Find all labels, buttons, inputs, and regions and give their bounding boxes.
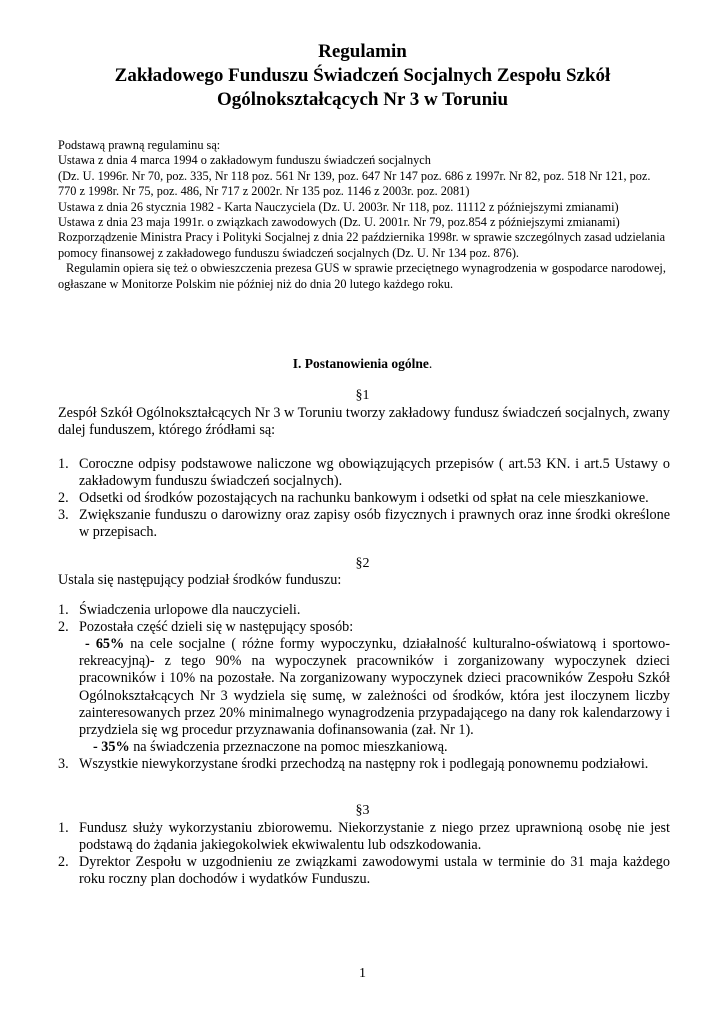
legal-basis-intro: Podstawą prawną regulaminu są: <box>58 138 221 152</box>
paragraph-1-text: Zespół Szkół Ogólnokształcących Nr 3 w Toruniu tworzy zakładowy fundusz świadczeń socjalnych, zwany dalej funduszem, którego źródłami są: <box>58 405 670 439</box>
document-title-line-1: Regulamin <box>318 41 407 62</box>
page-number: 1 <box>359 966 366 981</box>
list-item <box>58 507 670 541</box>
legal-act-1-title: Ustawa z dnia 4 marca 1994 o zakładowym funduszu świadczeń socjalnych <box>58 153 431 168</box>
sublist-item-65 <box>79 636 670 739</box>
list-item-text: Zwiększanie funduszu o darowizny oraz zapisy osób fizycznych i prawnych oraz inne środki określone w przepisach. <box>79 507 670 541</box>
list-item-text: Pozostała część dzieli się w następujący sposób: <box>79 619 354 635</box>
list-item-number: 1. <box>58 820 69 836</box>
section-heading-text: I. Postanowienia ogólne <box>292 356 429 371</box>
legal-basis-note: Regulamin opiera się też o obwieszczenia prezesa GUS w sprawie przeciętnego wynagrodzenia w gospodarce narodowej, ogłaszane w Monitorze Polskim nie później niż do dnia 20 lutego każdego roku. <box>58 261 666 291</box>
legal-act-2: Ustawa z dnia 26 stycznia 1982 - Karta Nauczyciela (Dz. U. 2003r. Nr 118, poz. 11112 z późniejszymi zmianami) <box>58 199 619 214</box>
list-item <box>58 619 670 636</box>
list-item-text: Dyrektor Zespołu w uzgodnieniu ze związkami zawodowymi ustala w terminie do 31 maja każdego roku roczny plan dochodów i wydatków Funduszu. <box>79 854 670 888</box>
list-item-number: 2. <box>58 619 69 635</box>
paragraph-1-sign: §1 <box>355 388 370 403</box>
list-item <box>58 456 670 490</box>
legal-act-1-reference: (Dz. U. 1996r. Nr 70, poz. 335, Nr 118 poz. 561 Nr 139, poz. 647 Nr 147 poz. 686 z 1997r. Nr 82, poz. 518 Nr 121, poz. 770 z 1998r. Nr 75, poz. 486, Nr 717 z 2002r. Nr 135 poz. 1146 z 2003r. poz. 2081) <box>58 168 651 199</box>
legal-act-3: Ustawa z dnia 23 maja 1991r. o związkach zawodowych (Dz. U. 2001r. Nr 79, poz.854 z późniejszymi zmianami) <box>58 215 620 230</box>
list-item <box>58 602 670 619</box>
list-item-number: 1. <box>58 456 69 472</box>
list-item <box>58 756 670 773</box>
list-item-text: Coroczne odpisy podstawowe naliczone wg obowiązujących przepisów ( art.53 KN. i art.5 Ustawy o zakładowym funduszu świadczeń socjalnych). <box>79 456 670 490</box>
list-item-text: Świadczenia urlopowe dla nauczycieli. <box>79 602 301 618</box>
section-heading-period: . <box>428 356 433 371</box>
list-item-number: 1. <box>58 602 69 618</box>
sublist-item-65-text: na cele socjalne ( różne formy wypoczynku, działalność kulturalno-oświatową i sportowo-rekreacyjną)- z tego 90% na wypoczynek pracowników i zorganizowany wypoczynek dzieci pracowników i 10% na pozostałe. Na zorganizowany wypoczynek dzieci pracowników Zespołu Szkół Ogólnokształcących Nr 3 wydziela się sumę, w zależności od środków, która jest iloczynem liczby zainteresowanych przez 20% minimalnego wynagrodzenia przypadającego na dany rok kalendarzowy i przydziela się wg procedur przyznawania dofinansowania (zał. Nr 1). <box>79 636 670 739</box>
list-item-text: Fundusz służy wykorzystaniu zbiorowemu. Niekorzystanie z niego przez uprawnioną osobę nie jest podstawą do żądania jakiegokolwiek ekwiwalentu lub odszkodowania. <box>79 820 670 854</box>
list-item-number: 2. <box>58 854 69 870</box>
sublist-item-35-percent: - 35% <box>93 739 130 755</box>
list-item <box>58 854 670 888</box>
legal-basis <box>58 138 670 292</box>
document-title-line-2: Zakładowego Funduszu Świadczeń Socjalnych Zespołu Szkół <box>114 65 611 86</box>
list-item-text: Odsetki od środków pozostających na rachunku bankowym i odsetki od spłat na cele mieszkaniowe. <box>79 490 649 506</box>
list-item-number: 2. <box>58 490 69 506</box>
paragraph-3-sign: §3 <box>355 803 370 818</box>
list-item-text: Wszystkie niewykorzystane środki przechodzą na następny rok i podlegają ponownemu podziałowi. <box>79 756 649 772</box>
list-item-number: 3. <box>58 756 69 772</box>
list-item-number: 3. <box>58 507 69 523</box>
sublist-item-35 <box>79 739 670 756</box>
legal-act-4: Rozporządzenie Ministra Pracy i Polityki Socjalnej z dnia 22 października 1998r. w sprawie szczególnych zasad udzielania pomocy finansowej z zakładowego funduszu świadczeń socjalnych (Dz. U. Nr 134 poz. 876). <box>58 230 666 260</box>
sublist-item-65-percent: - 65% <box>85 636 125 652</box>
paragraph-2-text: Ustala się następujący podział środków funduszu: <box>58 572 342 588</box>
document-title-line-3: Ogólnokształcących Nr 3 w Toruniu <box>216 89 509 110</box>
list-item <box>58 490 670 507</box>
paragraph-2-sign: §2 <box>355 556 370 571</box>
section-heading <box>0 356 725 372</box>
list-item <box>58 820 670 854</box>
sublist-item-35-text: na świadczenia przeznaczone na pomoc mieszkaniową. <box>129 739 448 755</box>
